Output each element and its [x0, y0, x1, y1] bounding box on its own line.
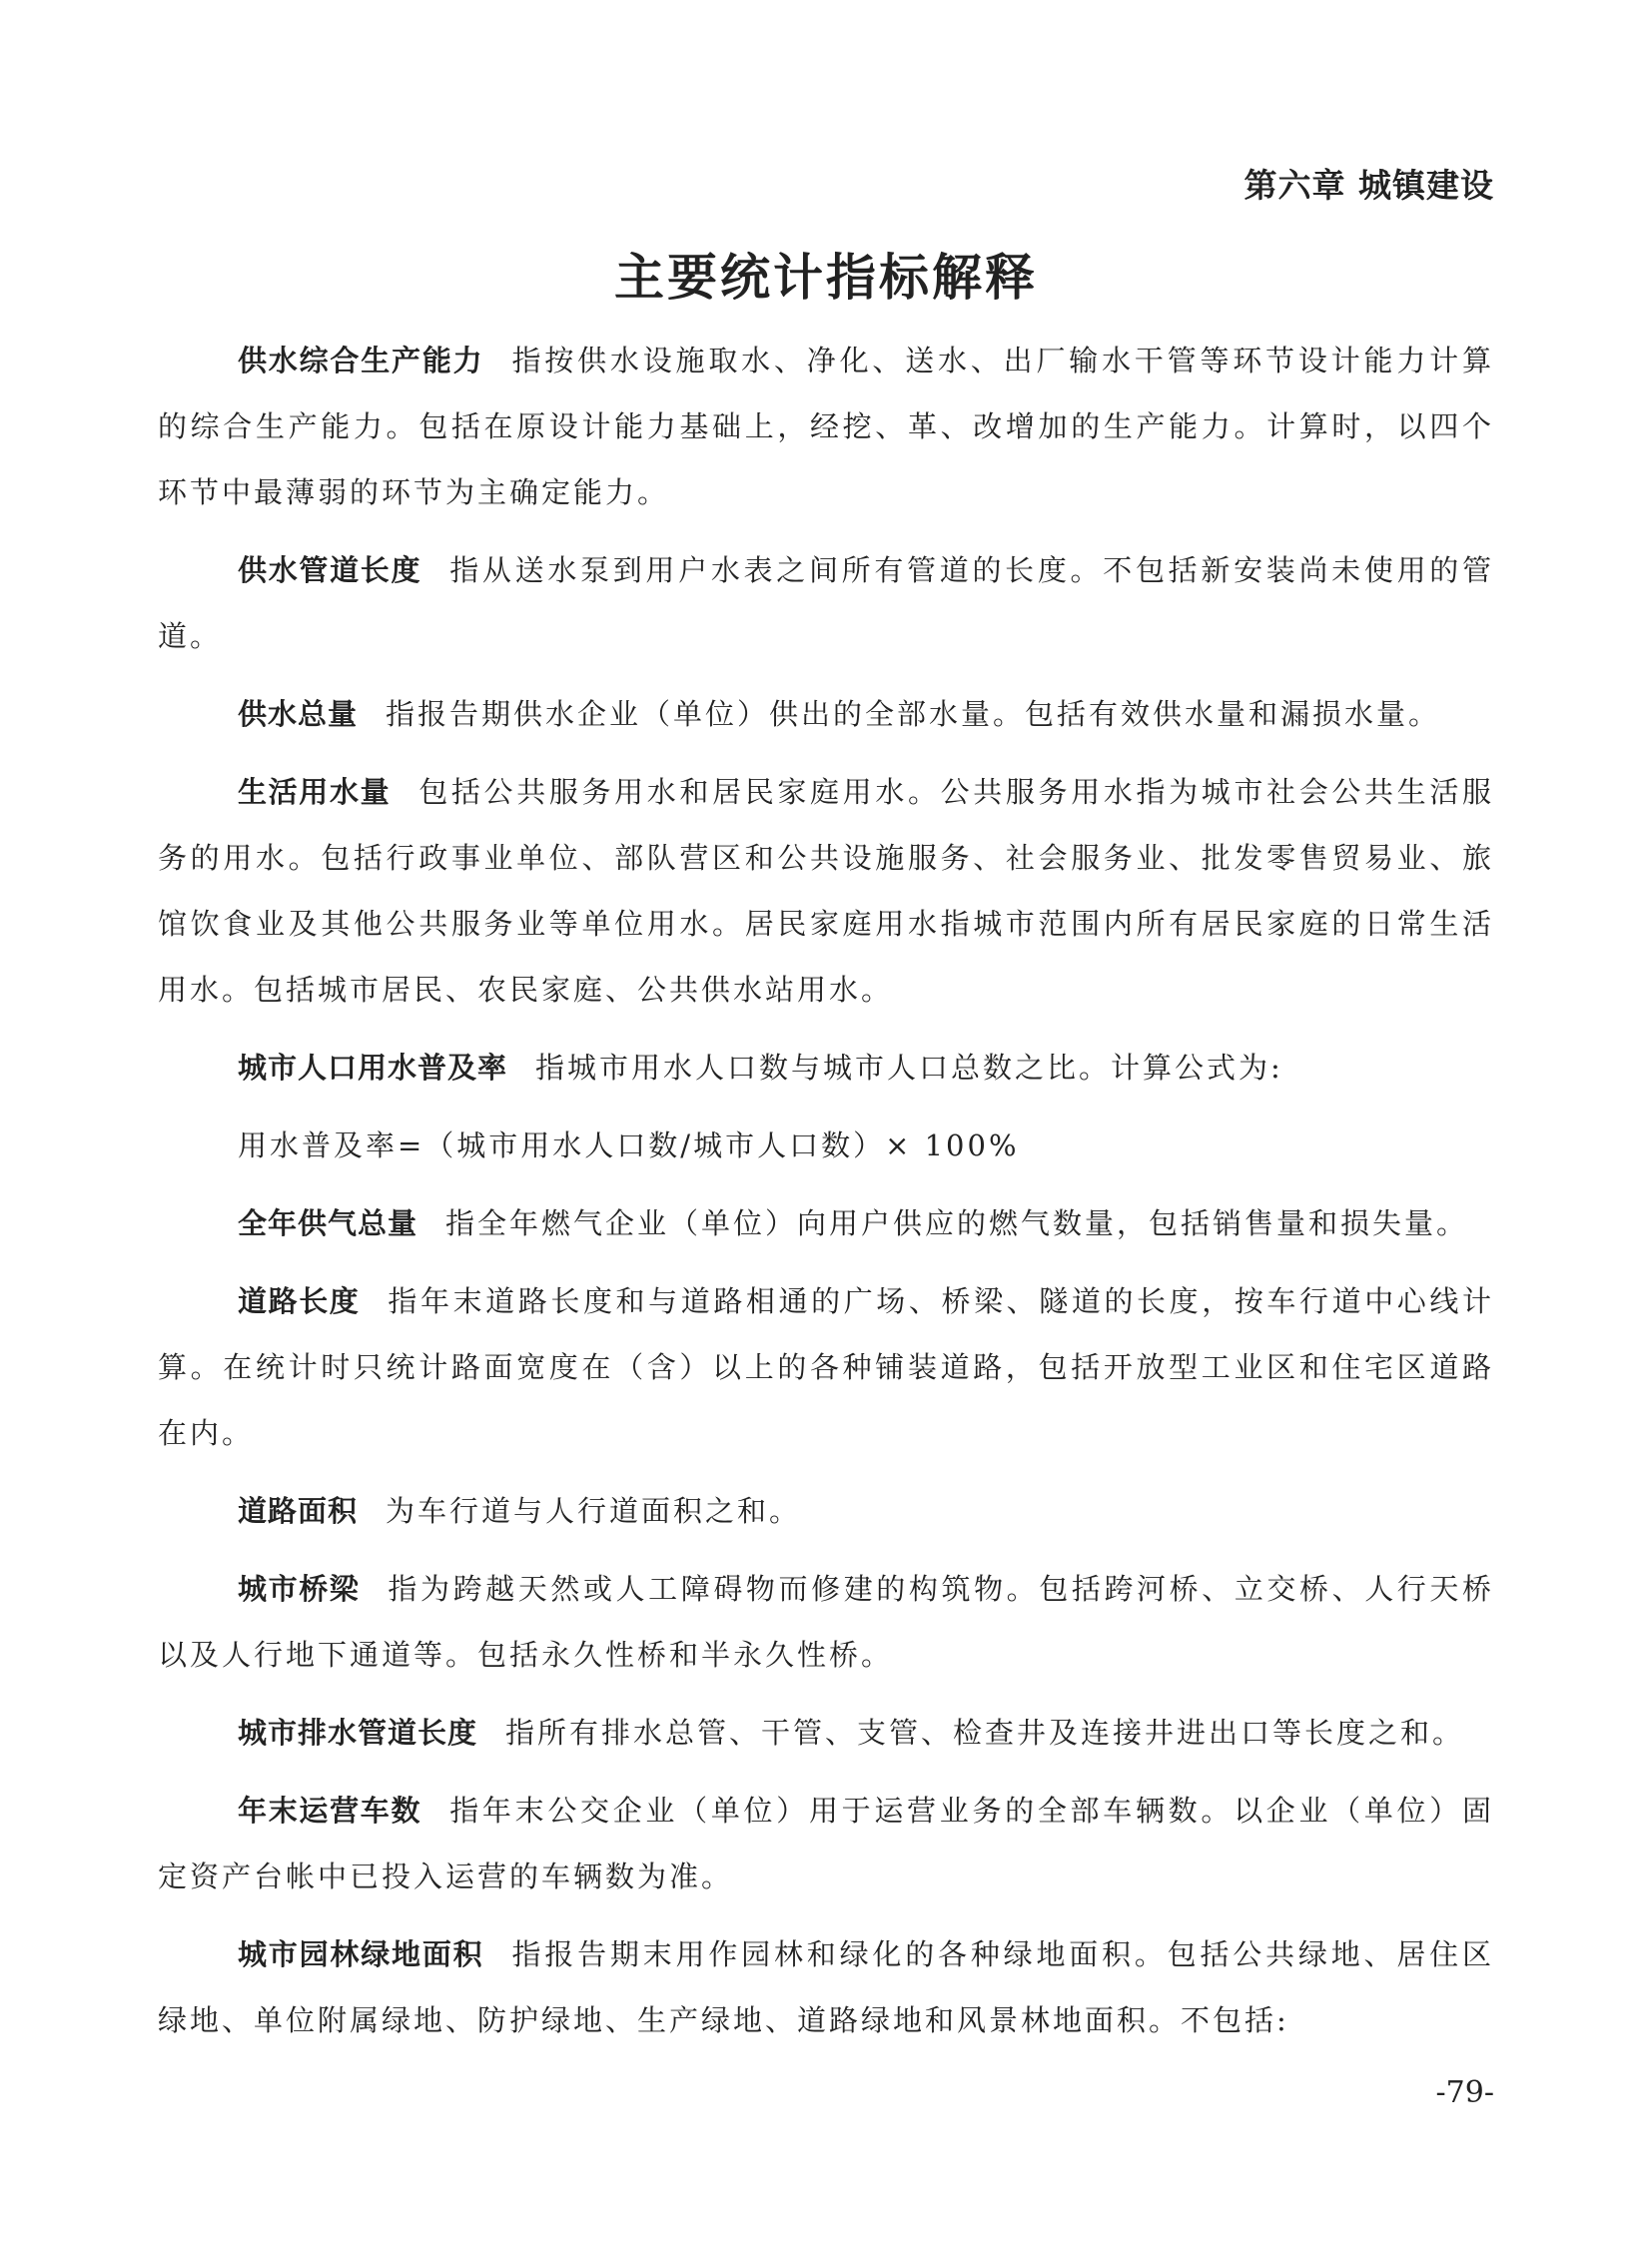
definition-item: [158, 1921, 1494, 2053]
definition-item: [158, 681, 1494, 747]
definition-item: [158, 1478, 1494, 1544]
definition-text: 指全年燃气企业（单位）向用户供应的燃气数量，包括销售量和损失量。: [445, 1206, 1469, 1240]
term: 全年供气总量: [238, 1206, 418, 1240]
term: 生活用水量: [238, 775, 392, 809]
definition-item: [158, 1190, 1494, 1256]
formula: 用水普及率=（城市用水人口数/城市人口数）× 100%: [238, 1128, 1020, 1162]
term: 城市园林绿地面积: [238, 1937, 484, 1971]
definition-text: 指所有排水总管、干管、支管、检查井及连接井进出口等长度之和。: [505, 1716, 1465, 1750]
term: 年末运营车数: [238, 1794, 422, 1828]
definition-item: [158, 759, 1494, 1023]
definition-item: [158, 1556, 1494, 1688]
definition-item: [158, 1035, 1494, 1101]
definition-text: 指年末公交企业（单位）用于运营业务的全部车辆数。以企业（单位）固定资产台帐中已投入运营的车辆数为准。: [158, 1794, 1494, 1893]
document-body: [158, 328, 1494, 2065]
page-title: 主要统计指标解释: [614, 249, 1038, 307]
definition-item: [158, 328, 1494, 525]
page-number: -79-: [1435, 2075, 1494, 2110]
term: 供水总量: [238, 697, 359, 731]
definition-item: [158, 1778, 1494, 1909]
term: 供水管道长度: [238, 553, 422, 587]
term: 城市人口用水普及率: [238, 1051, 508, 1085]
term: 城市桥梁: [238, 1572, 361, 1606]
definition-text: 包括公共服务用水和居民家庭用水。公共服务用水指为城市社会公共生活服务的用水。包括行政事业单位、部队营区和公共设施服务、社会服务业、批发零售贸易业、旅馆饮食业及其他公共服务业等单位用水。居民家庭用水指城市范围内所有居民家庭的日常生活用水。包括城市居民、农民家庭、公共供水站用水。: [158, 775, 1494, 1007]
definition-item: [158, 537, 1494, 669]
term: 道路长度: [238, 1284, 361, 1318]
definition-text: 指报告期供水企业（单位）供出的全部水量。包括有效供水量和漏损水量。: [386, 697, 1441, 731]
definition-text: 指年末道路长度和与道路相通的广场、桥梁、隧道的长度，按车行道中心线计算。在统计时只统计路面宽度在（含）以上的各种铺装道路，包括开放型工业区和住宅区道路在内。: [158, 1284, 1494, 1450]
definition-item: [158, 1700, 1494, 1766]
definition-text: 指为跨越天然或人工障碍物而修建的构筑物。包括跨河桥、立交桥、人行天桥以及人行地下通道等。包括永久性桥和半永久性桥。: [158, 1572, 1494, 1672]
term: 供水综合生产能力: [238, 344, 484, 377]
definition-item: [158, 1268, 1494, 1466]
term: 道路面积: [238, 1494, 359, 1528]
term: 城市排水管道长度: [238, 1716, 478, 1750]
definition-text: 指报告期末用作园林和绿化的各种绿地面积。包括公共绿地、居住区绿地、单位附属绿地、防护绿地、生产绿地、道路绿地和风景林地面积。不包括:: [158, 1937, 1494, 2037]
definition-text: 指按供水设施取水、净化、送水、出厂输水干管等环节设计能力计算的综合生产能力。包括在原设计能力基础上，经挖、革、改增加的生产能力。计算时，以四个环节中最薄弱的环节为主确定能力。: [158, 344, 1494, 509]
chapter-header: 第六章 城镇建设: [1243, 166, 1494, 205]
definition-text: 指城市用水人口数与城市人口总数之比。计算公式为:: [535, 1051, 1283, 1085]
definition-text: 为车行道与人行道面积之和。: [386, 1494, 802, 1528]
definition-text: 指从送水泵到用户水表之间所有管道的长度。不包括新安装尚未使用的管道。: [158, 553, 1494, 653]
